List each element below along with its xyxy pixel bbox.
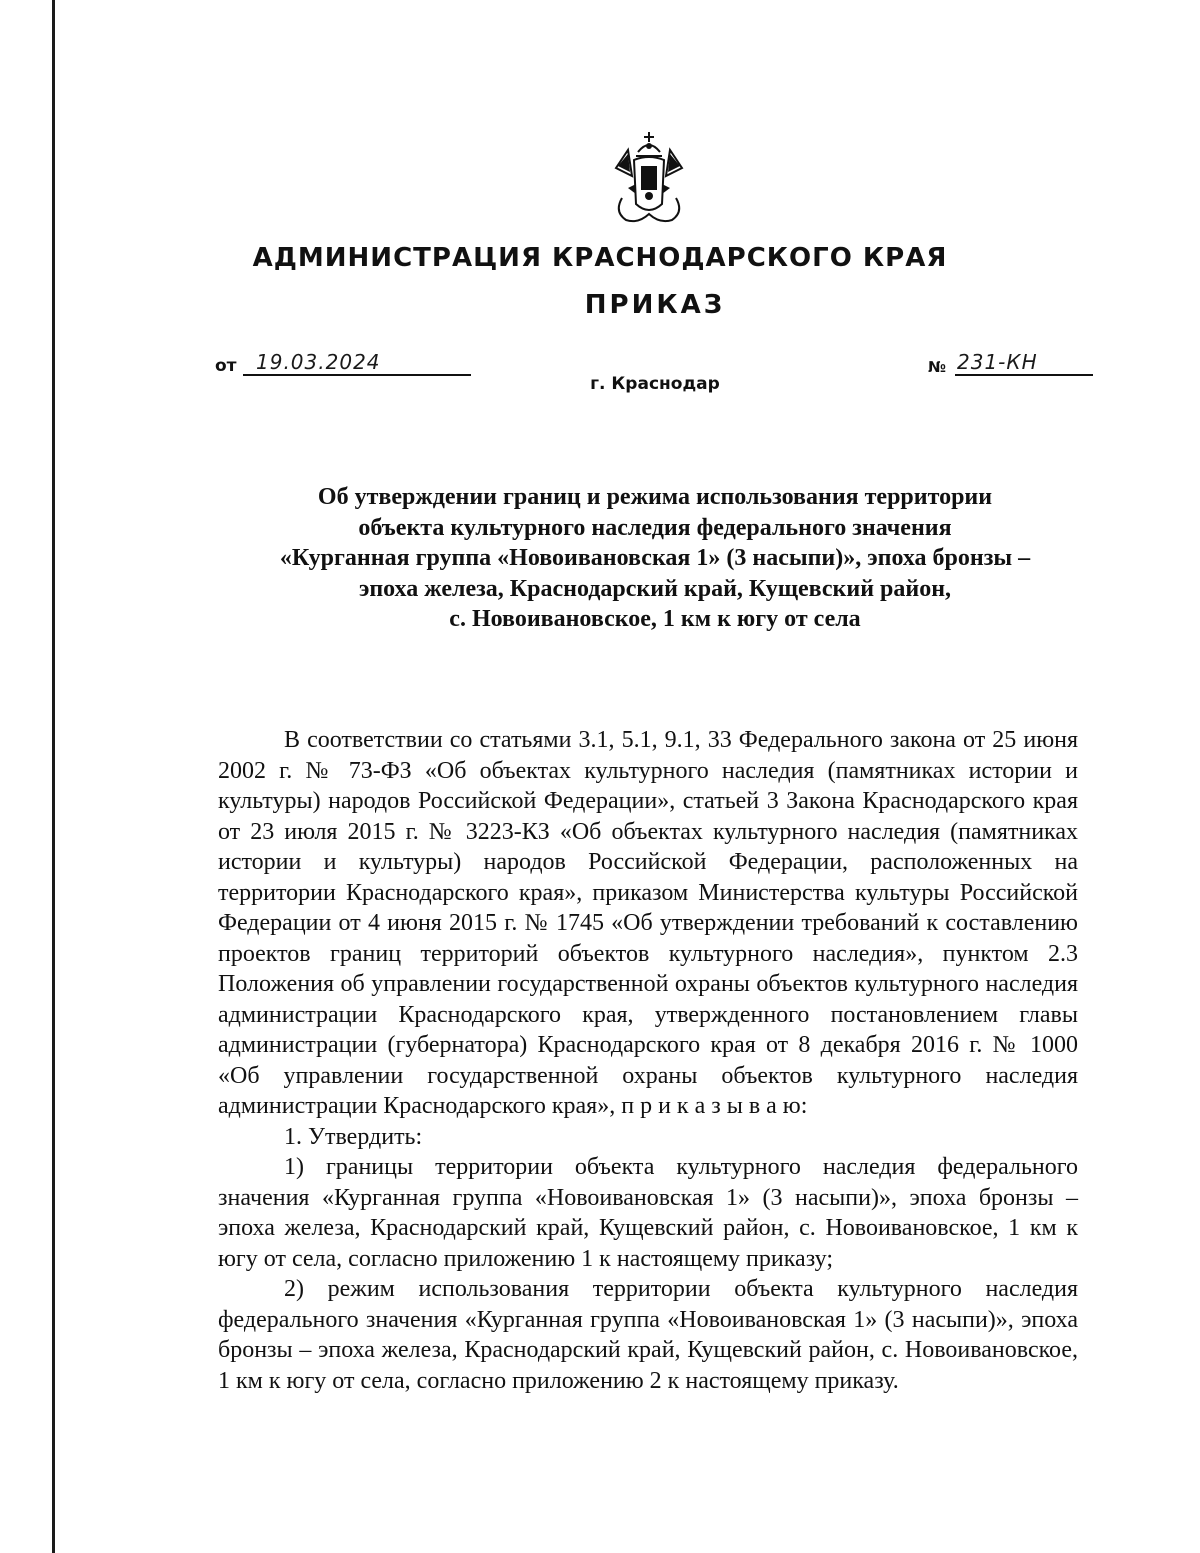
number-value: 231-КН (957, 350, 1038, 374)
date-value: 19.03.2024 (256, 350, 381, 374)
document-title (230, 482, 1080, 635)
body-paragraph-item-1-1: 1) границы территории объекта культурного наследия федерального значения «Курганная группа «Новоивановская 1» (3 насыпи)», эпоха бронзы – эпоха железа, Краснодарский край, Кущевский район, с. Новоивановское, 1 км к югу от села, согласно приложению 1 к настоящему приказу; (218, 1154, 1078, 1272)
number-field (955, 352, 1093, 376)
body-paragraph-preamble: В соответствии со статьями 3.1, 5.1, 9.1, 33 Федерального закона от 25 июня 2002 г. № 73-ФЗ «Об объектах культурного наследия (памятниках истории и культуры) народов Российской Федерации», статьей 3 Закона Краснодарского края от 23 июля 2015 г. № 3223-КЗ «Об объектах культурного наследия (памятниках истории и культуры) народов Российской Федерации, расположенных на территории Краснодарского края», приказом Министерства культуры Российской Федерации от 4 июня 2015 г. № 1745 «Об утверждении требований к составлению проектов границ территорий объектов культурного наследия», пунктом 2.3 Положения об управлении государственной охраны объектов культурного наследия администрации Краснодарского края, утвержденного постановлением главы администрации (губернатора) Краснодарского края от 8 декабря 2016 г. № 1000 «Об управлении государственной охраны объектов культурного наследия администрации Краснодарского края», п р и к а з ы в а ю: (218, 727, 1078, 1119)
date-field (243, 352, 471, 376)
date-label: от (215, 356, 237, 376)
organization-heading: АДМИНИСТРАЦИЯ КРАСНОДАРСКОГО КРАЯ (252, 243, 948, 273)
title-line: Об утверждении границ и режима использования территории (317, 484, 993, 510)
body-paragraph-item-1-2: 2) режим использования территории объекта культурного наследия федерального значения «Курганная группа «Новоивановская 1» (3 насыпи)», эпоха бронзы – эпоха железа, Краснодарский край, Кущевский район, с. Новоивановское, 1 км к югу от села, согласно приложению 2 к настоящему приказу. (218, 1276, 1078, 1394)
coat-of-arms-icon (608, 128, 690, 228)
body-paragraph-item-1: 1. Утвердить: (284, 1123, 423, 1150)
title-line: «Курганная группа «Новоивановская 1» (3 насыпи)», эпоха бронзы – (279, 545, 1031, 571)
title-line: эпоха железа, Краснодарский край, Кущевский район, (358, 575, 952, 602)
city-label: г. Краснодар (590, 374, 720, 394)
title-line: объекта культурного наследия федерального значения (358, 514, 952, 541)
document-body (218, 725, 1078, 1396)
document-type-heading: ПРИКАЗ (584, 290, 726, 320)
number-label: № (928, 358, 947, 376)
scan-border-line (52, 0, 55, 1553)
title-line: с. Новоивановское, 1 км к югу от села (449, 606, 861, 632)
